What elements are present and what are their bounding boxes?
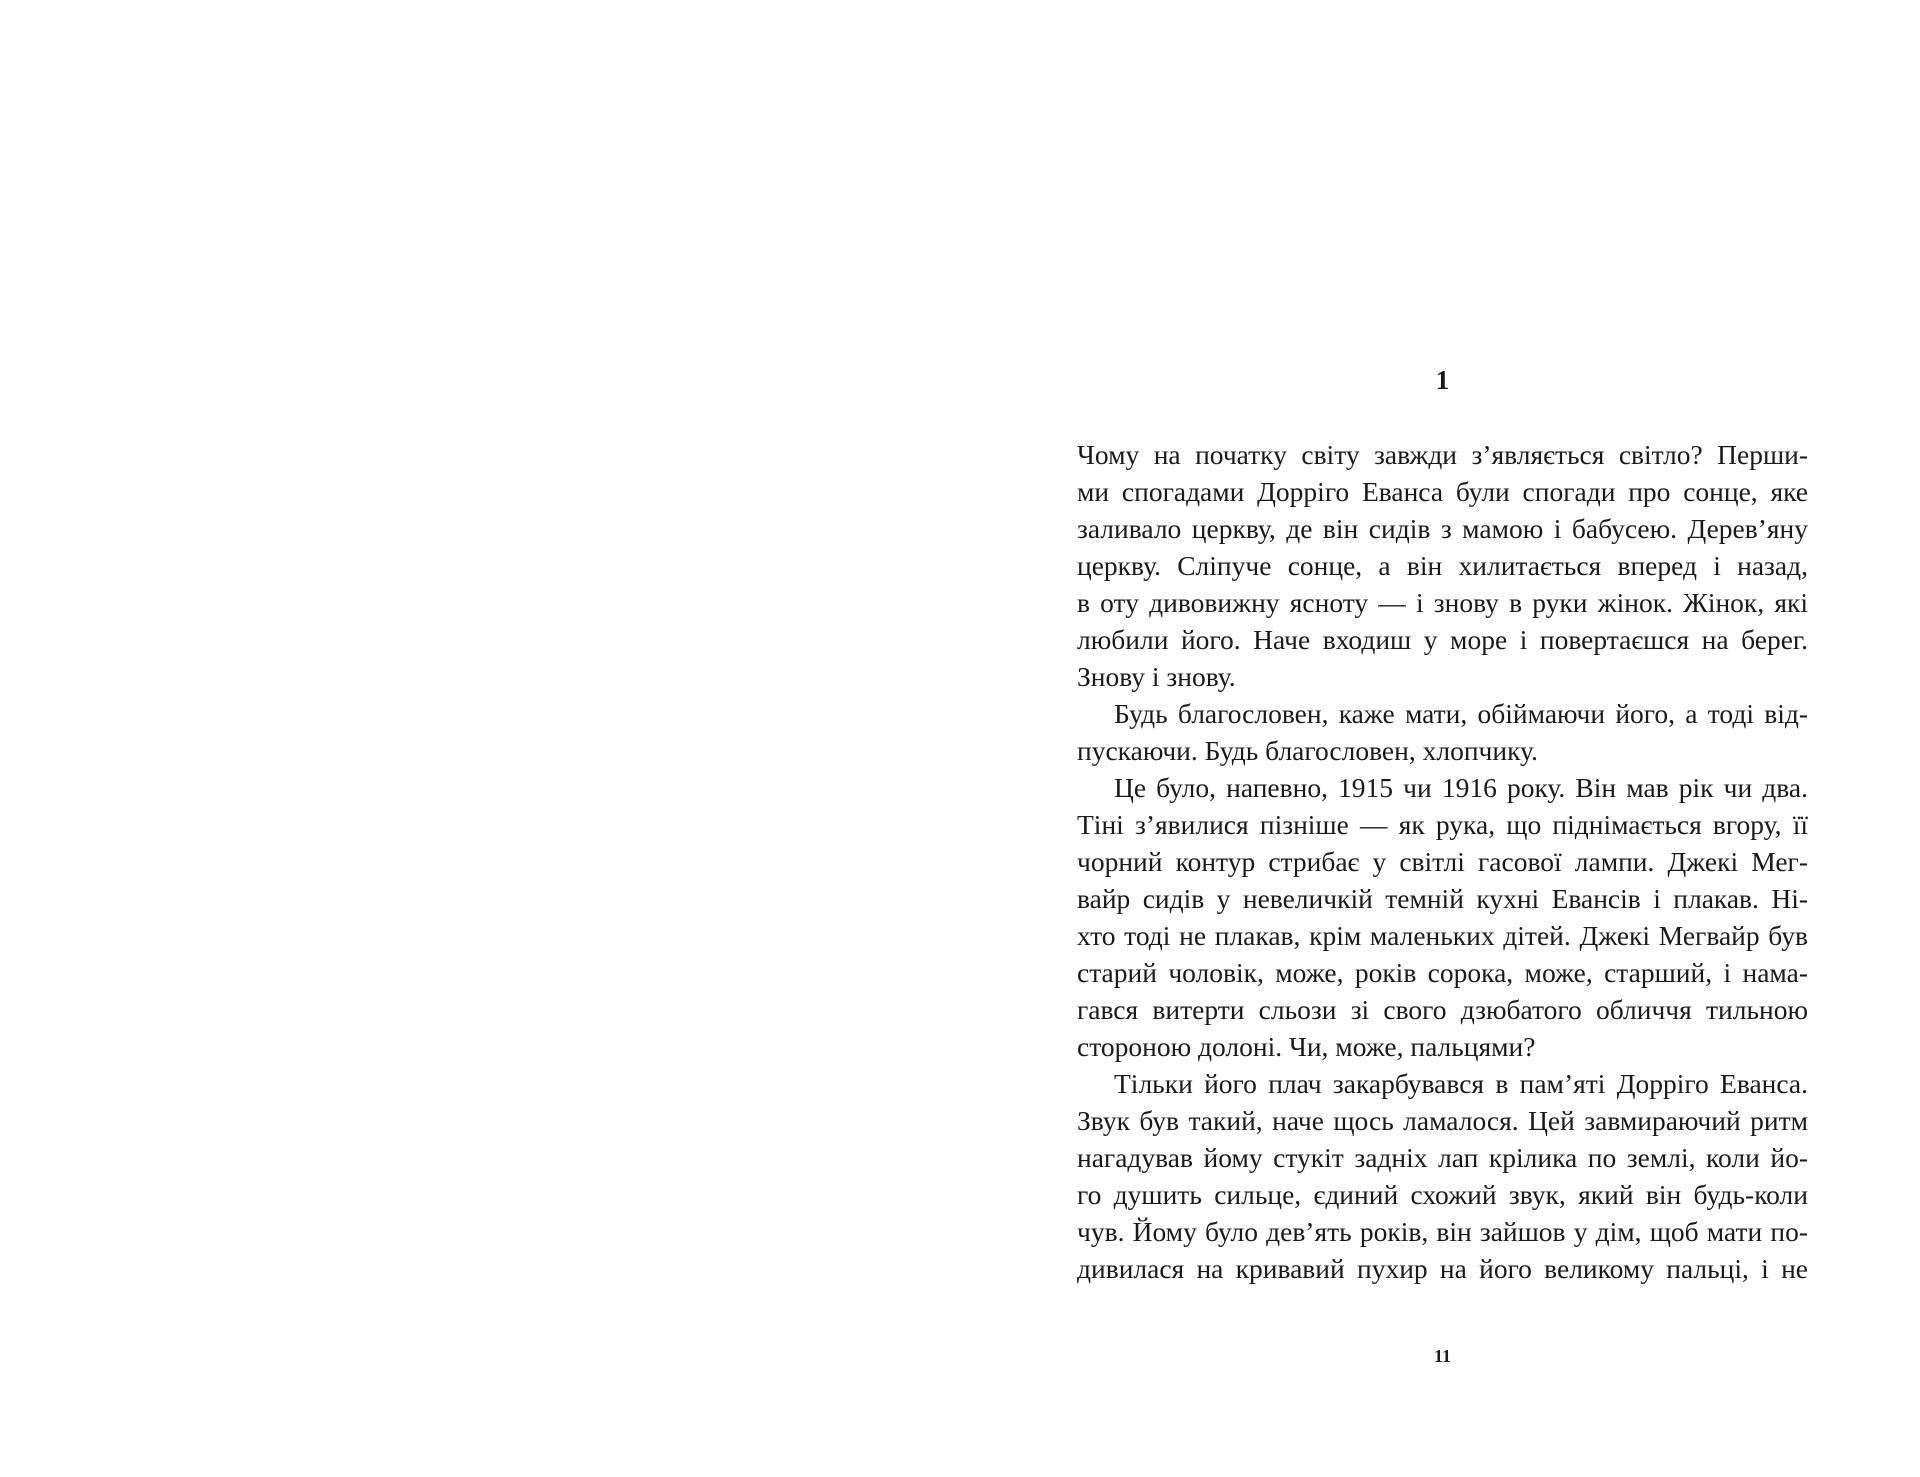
text-line: Будь благословен, каже мати, обіймаючи його, а тоді від- (1114, 698, 1808, 729)
text-line: пускаючи. Будь благословен, хлопчику. (1077, 735, 1538, 766)
text-line: нагадував йому стукіт задніх лап крілика по землі, коли йо- (1077, 1142, 1808, 1173)
text-line: дивилася на кривавий пухир на його великому пальці, і не (1077, 1253, 1808, 1284)
text-line: го душить сильце, єдиний схожий звук, який він будь-коли (1077, 1179, 1808, 1210)
chapter-number: 1 (1435, 365, 1450, 395)
text-line: стороною долоні. Чи, може, пальцями? (1077, 1031, 1536, 1062)
text-line: Тіні з’явилися пізніше — як рука, що піднімається вгору, її (1077, 809, 1808, 840)
text-line: чув. Йому було дев’ять років, він зайшов у дім, щоб мати по- (1077, 1216, 1808, 1247)
text-line: заливало церкву, де він сидів з мамою і бабусею. Дерев’яну (1077, 513, 1808, 544)
text-line: вайр сидів у невеличкій темній кухні Евансів і плакав. Ні- (1077, 883, 1808, 914)
text-line: любили його. Наче входиш у море і повертаєшся на берег. (1077, 624, 1808, 655)
text-line: Тільки його плач закарбувався в пам’яті Дорріго Еванса. (1114, 1068, 1808, 1099)
text-line: старий чоловік, може, років сорока, може, старший, і нама- (1077, 957, 1808, 988)
text-line: в оту дивовижну ясноту — і знову в руки жінок. Жінок, які (1077, 587, 1808, 618)
text-line: чорний контур стрибає у світлі гасової лампи. Джекі Мег- (1077, 846, 1808, 877)
page-number: 11 (1433, 1346, 1451, 1366)
text-line: хто тоді не плакав, крім маленьких дітей. Джекі Мегвайр був (1077, 920, 1808, 951)
text-line: Чому на початку світу завжди з’являється світло? Перши- (1077, 439, 1808, 470)
text-line: Звук був такий, наче щось ламалося. Цей завмираючий ритм (1077, 1105, 1808, 1136)
text-line: церкву. Сліпуче сонце, а він хилитається вперед і назад, (1077, 550, 1808, 581)
text-line: Знову і знову. (1077, 661, 1236, 692)
text-line: Це було, напевно, 1915 чи 1916 року. Він мав рік чи два. (1114, 772, 1808, 803)
text-line: гався витерти сльози зі свого дзюбатого обличчя тильною (1077, 994, 1808, 1025)
chapter-body-text (1077, 436, 1808, 1287)
text-line: ми спогадами Дорріго Еванса були спогади про сонце, яке (1077, 476, 1808, 507)
